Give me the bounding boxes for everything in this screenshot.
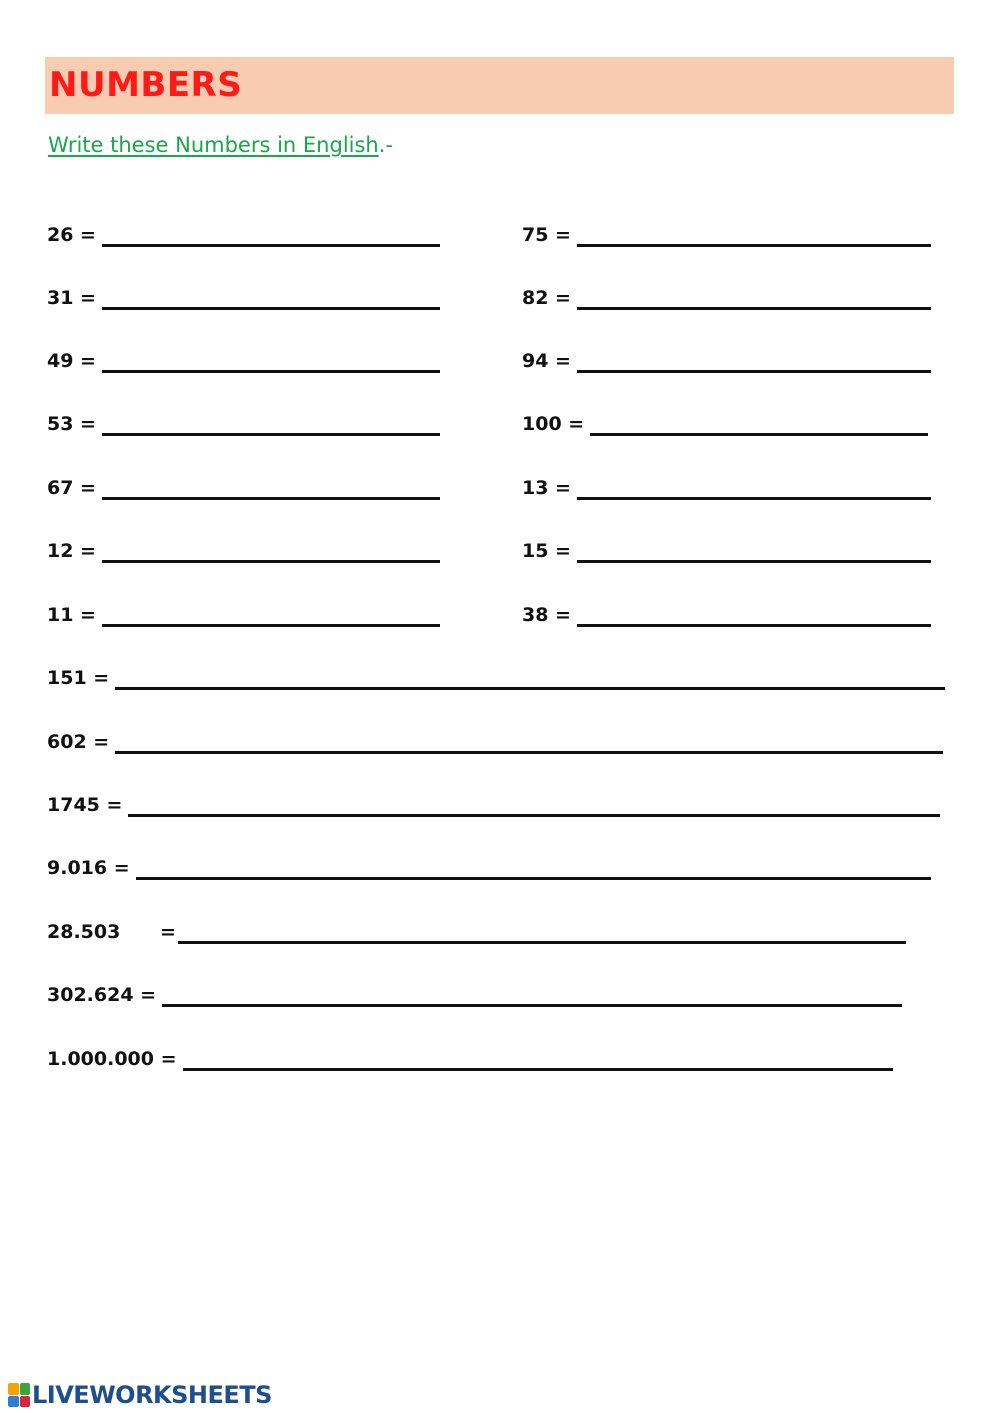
exercise-label: 28.503 = — [47, 921, 176, 943]
exercise-row — [47, 1043, 893, 1073]
exercise-row — [47, 599, 440, 629]
answer-line[interactable] — [102, 497, 440, 500]
title-bar — [45, 57, 954, 114]
exercise-row — [47, 535, 440, 565]
answer-line[interactable] — [577, 370, 931, 373]
answer-line[interactable] — [102, 560, 440, 563]
worksheet-title: NUMBERS — [49, 65, 243, 105]
exercise-label: 302.624 = — [47, 984, 157, 1006]
answer-line[interactable] — [162, 1004, 902, 1007]
answer-line[interactable] — [577, 624, 931, 627]
answer-line[interactable] — [115, 687, 945, 690]
exercise-label: 26 = — [47, 224, 96, 246]
exercise-row — [522, 599, 931, 629]
exercise-label: 1.000.000 = — [47, 1048, 177, 1070]
answer-line[interactable] — [577, 497, 931, 500]
exercise-label: 1745 = — [47, 794, 123, 816]
exercise-row — [47, 219, 440, 249]
answer-line[interactable] — [590, 433, 928, 436]
instruction-suffix: .- — [378, 133, 394, 157]
answer-line[interactable] — [102, 244, 440, 247]
liveworksheets-logo-icon — [8, 1383, 30, 1407]
answer-line[interactable] — [102, 624, 440, 627]
exercise-label: 94 = — [522, 350, 571, 372]
instruction-text — [48, 130, 393, 160]
footer-brand[interactable] — [8, 1380, 272, 1410]
answer-line[interactable] — [128, 814, 940, 817]
answer-line[interactable] — [102, 307, 440, 310]
exercise-row — [522, 535, 931, 565]
brand-name: LIVEWORKSHEETS — [32, 1381, 272, 1409]
exercise-label: 38 = — [522, 604, 571, 626]
exercise-row — [47, 282, 440, 312]
answer-line[interactable] — [577, 244, 931, 247]
exercise-label: 82 = — [522, 287, 571, 309]
exercise-label: 9.016 = — [47, 857, 130, 879]
exercise-row — [47, 472, 440, 502]
answer-line[interactable] — [178, 941, 906, 944]
answer-line[interactable] — [115, 751, 943, 754]
exercise-row — [522, 282, 931, 312]
exercise-label: 151 = — [47, 667, 110, 689]
exercise-label: 67 = — [47, 477, 96, 499]
exercise-label: 75 = — [522, 224, 571, 246]
exercise-label: 602 = — [47, 731, 110, 753]
answer-line[interactable] — [577, 560, 931, 563]
answer-line[interactable] — [136, 877, 931, 880]
exercise-row — [47, 979, 902, 1009]
exercise-row — [522, 472, 931, 502]
exercise-row — [47, 345, 440, 375]
exercise-row — [47, 662, 945, 692]
answer-line[interactable] — [102, 433, 440, 436]
exercise-row — [47, 726, 943, 756]
exercise-row — [47, 852, 931, 882]
exercise-row — [47, 408, 440, 438]
instruction-underlined: Write these Numbers in English — [48, 133, 379, 157]
exercise-label: 15 = — [522, 540, 571, 562]
exercise-label: 13 = — [522, 477, 571, 499]
answer-line[interactable] — [183, 1068, 893, 1071]
exercise-row — [522, 345, 931, 375]
exercise-row — [47, 789, 940, 819]
exercise-label: 11 = — [47, 604, 96, 626]
exercise-row — [522, 408, 928, 438]
exercise-row — [522, 219, 931, 249]
exercise-label: 12 = — [47, 540, 96, 562]
answer-line[interactable] — [102, 370, 440, 373]
exercise-label: 53 = — [47, 413, 96, 435]
answer-line[interactable] — [577, 307, 931, 310]
exercise-label: 31 = — [47, 287, 96, 309]
exercise-label: 49 = — [47, 350, 96, 372]
exercise-row — [47, 916, 906, 946]
exercise-label: 100 = — [522, 413, 585, 435]
